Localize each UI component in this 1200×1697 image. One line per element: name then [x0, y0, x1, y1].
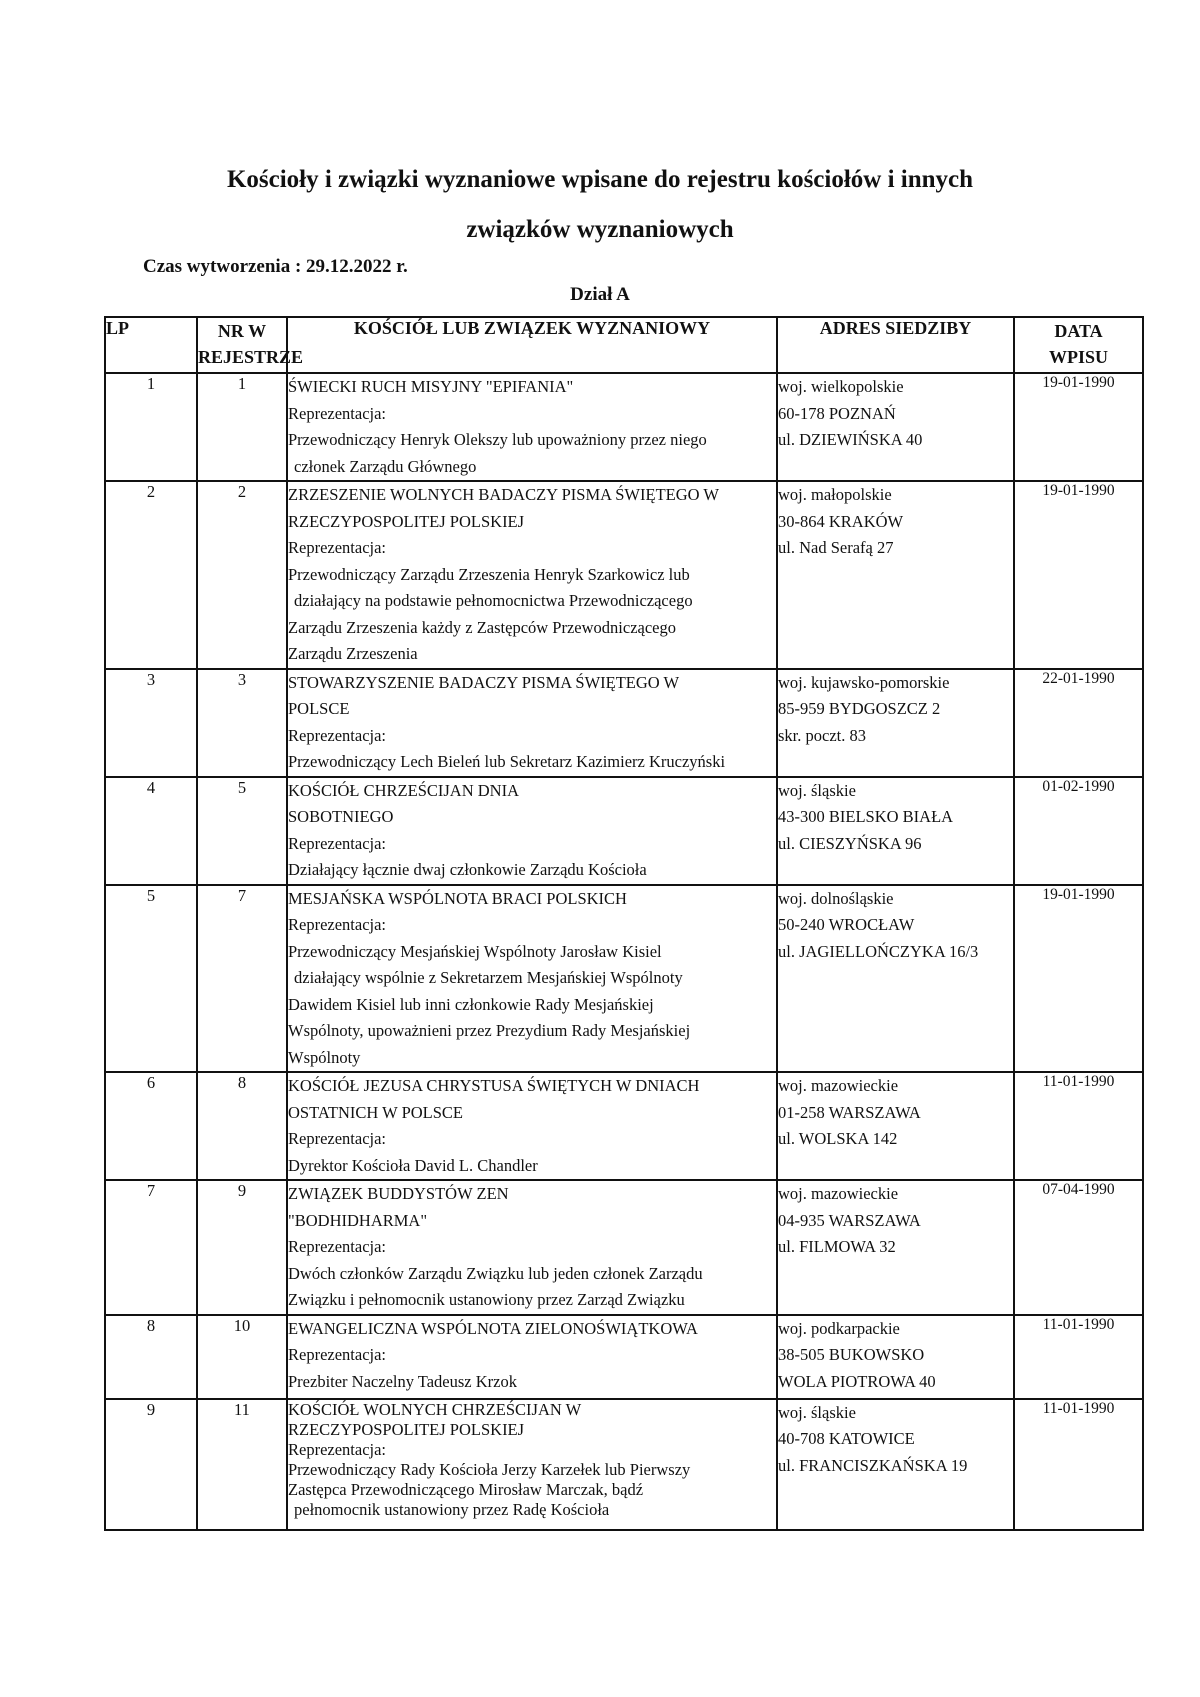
row-lp: 1: [105, 373, 197, 481]
row-lp: 2: [105, 481, 197, 669]
church-name-line: Reprezentacja:: [288, 1345, 387, 1364]
row-entry-date: 01-02-1990: [1014, 777, 1143, 885]
row-entry-date: 07-04-1990: [1014, 1180, 1143, 1315]
table-row: [105, 1315, 1143, 1399]
register-table: [104, 316, 1144, 1531]
church-name-line: KOŚCIÓŁ JEZUSA CHRYSTUSA ŚWIĘTYCH W DNIACH: [288, 1076, 700, 1095]
row-lp: 5: [105, 885, 197, 1073]
church-name-line: Przewodniczący Zarządu Zrzeszenia Henryk Szarkowicz lub: [288, 564, 690, 584]
row-lp: 7: [105, 1180, 197, 1315]
address-line: ul. CIESZYŃSKA 96: [778, 833, 922, 853]
church-name-line: Przewodniczący Lech Bieleń lub Sekretarz Kazimierz Kruczyński: [288, 752, 726, 771]
row-entry-date: 11-01-1990: [1014, 1072, 1143, 1180]
table-row: [105, 1072, 1143, 1180]
header-lp: LP: [105, 317, 197, 373]
church-name-line: Reprezentacja:: [288, 1237, 387, 1256]
table-row: [105, 1399, 1143, 1530]
row-address: [777, 777, 1014, 885]
church-name-line: Związku i pełnomocnik ustanowiony przez Zarząd Związku: [288, 1290, 685, 1309]
row-lp: 6: [105, 1072, 197, 1180]
header-register-number-line2: REJESTRZE: [198, 347, 304, 367]
row-lp: 4: [105, 777, 197, 885]
header-row: [105, 317, 1143, 373]
row-church-name: [287, 777, 777, 885]
row-address: [777, 1180, 1014, 1315]
address-line: woj. podkarpackie: [778, 1318, 900, 1338]
creation-date: Czas wytworzenia : 29.12.2022 r.: [143, 256, 408, 277]
address-line: 04-935 WARSZAWA: [778, 1210, 921, 1230]
address-line: woj. śląskie: [778, 1402, 856, 1422]
header-address: ADRES SIEDZIBY: [777, 317, 1014, 373]
address-line: woj. małopolskie: [778, 485, 892, 504]
church-name-line: Dawidem Kisiel lub inni członkowie Rady Mesjańskiej: [288, 994, 654, 1014]
church-name-line: Wspólnoty: [288, 1047, 361, 1067]
row-address: [777, 481, 1014, 669]
address-line: ul. JAGIELLOŃCZYKA 16/3: [778, 941, 979, 961]
row-entry-date: 22-01-1990: [1014, 669, 1143, 777]
row-register-number: 7: [197, 885, 287, 1073]
row-church-name: [287, 669, 777, 777]
row-lp: 3: [105, 669, 197, 777]
address-line: woj. wielkopolskie: [778, 377, 904, 396]
address-line: skr. poczt. 83: [778, 725, 866, 745]
address-line: ul. FILMOWA 32: [778, 1237, 896, 1256]
church-name-line: Prezbiter Naczelny Tadeusz Krzok: [288, 1371, 517, 1391]
church-name-line: Reprezentacja:: [288, 725, 387, 745]
church-name-line: Reprezentacja:: [288, 538, 387, 557]
header-church-name: KOŚCIÓŁ LUB ZWIĄZEK WYZNANIOWY: [287, 317, 777, 373]
row-register-number: 5: [197, 777, 287, 885]
address-line: WOLA PIOTROWA 40: [778, 1371, 936, 1391]
church-name-line: Wspólnoty, upoważnieni przez Prezydium Rady Mesjańskiej: [288, 1021, 691, 1040]
address-line: woj. kujawsko-pomorskie: [778, 672, 950, 692]
address-line: 01-258 WARSZAWA: [778, 1102, 921, 1122]
church-name-line: Przewodniczący Henryk Olekszy lub upoważniony przez niego: [288, 430, 707, 449]
church-name-line: pełnomocnik ustanowiony przez Radę Kościoła: [294, 1499, 610, 1519]
document-title: Kościoły i związki wyznaniowe wpisane do rejestru kościołów i innych: [226, 166, 974, 193]
header-entry-date: [1014, 317, 1143, 373]
row-register-number: 9: [197, 1180, 287, 1315]
table-row: [105, 669, 1143, 777]
church-name-line: członek Zarządu Głównego: [294, 456, 477, 476]
address-line: ul. WOLSKA 142: [778, 1129, 898, 1148]
church-name-line: "BODHIDHARMA": [288, 1210, 428, 1230]
church-name-line: RZECZYPOSPOLITEJ POLSKIEJ: [288, 1419, 525, 1439]
row-address: [777, 1315, 1014, 1399]
address-line: 50-240 WROCŁAW: [778, 915, 915, 934]
church-name-line: OSTATNICH W POLSCE: [288, 1102, 464, 1122]
church-name-line: MESJAŃSKA WSPÓLNOTA BRACI POLSKICH: [288, 888, 627, 908]
church-name-line: POLSCE: [288, 699, 350, 718]
table-row: [105, 373, 1143, 481]
row-address: [777, 669, 1014, 777]
table-row: [105, 481, 1143, 669]
address-line: 60-178 POZNAŃ: [778, 403, 896, 423]
church-name-line: Reprezentacja:: [288, 1129, 387, 1148]
address-line: ul. Nad Serafą 27: [778, 538, 894, 557]
church-name-line: STOWARZYSZENIE BADACZY PISMA ŚWIĘTEGO W: [288, 672, 680, 692]
church-name-line: ŚWIECKI RUCH MISYJNY "EPIFANIA": [288, 377, 574, 396]
row-church-name: [287, 481, 777, 669]
row-register-number: 11: [197, 1399, 287, 1530]
church-name-line: Działający łącznie dwaj członkowie Zarządu Kościoła: [288, 860, 647, 879]
address-line: ul. DZIEWIŃSKA 40: [778, 430, 923, 449]
church-name-line: Przewodniczący Mesjańskiej Wspólnoty Jarosław Kisiel: [288, 941, 662, 961]
church-name-line: działający wspólnie z Sekretarzem Mesjańskiej Wspólnoty: [294, 968, 683, 987]
table-row: [105, 1180, 1143, 1315]
register-rows: [105, 373, 1143, 1530]
church-name-line: Reprezentacja:: [288, 403, 387, 423]
church-name-line: Przewodniczący Rady Kościoła Jerzy Karzełek lub Pierwszy: [288, 1459, 691, 1479]
document-title-continued: związków wyznaniowych: [466, 216, 734, 243]
row-register-number: 1: [197, 373, 287, 481]
row-entry-date: 19-01-1990: [1014, 481, 1143, 669]
church-name-line: EWANGELICZNA WSPÓLNOTA ZIELONOŚWIĄTKOWA: [288, 1318, 698, 1338]
address-line: 38-505 BUKOWSKO: [778, 1345, 925, 1364]
church-name-line: Zastępca Przewodniczącego Mirosław Marczak, bądź: [288, 1479, 644, 1499]
row-register-number: 2: [197, 481, 287, 669]
row-entry-date: 19-01-1990: [1014, 885, 1143, 1073]
header-entry-date-line2: WPISU: [1048, 347, 1108, 367]
row-church-name: [287, 1180, 777, 1315]
table-row: [105, 777, 1143, 885]
row-register-number: 3: [197, 669, 287, 777]
address-line: woj. mazowieckie: [778, 1184, 899, 1203]
address-line: 85-959 BYDGOSZCZ 2: [778, 699, 941, 718]
church-name-line: Zarządu Zrzeszenia: [288, 644, 418, 663]
row-church-name: [287, 1315, 777, 1399]
header-register-number-line1: NR W: [217, 321, 267, 341]
row-lp: 8: [105, 1315, 197, 1399]
church-name-line: Reprezentacja:: [288, 833, 387, 853]
row-entry-date: 19-01-1990: [1014, 373, 1143, 481]
church-name-line: KOŚCIÓŁ WOLNYCH CHRZEŚCIJAN W: [288, 1399, 582, 1419]
church-name-line: KOŚCIÓŁ CHRZEŚCIJAN DNIA: [288, 780, 520, 800]
church-name-line: Dyrektor Kościoła David L. Chandler: [288, 1155, 538, 1175]
row-register-number: 10: [197, 1315, 287, 1399]
row-church-name: [287, 1399, 777, 1530]
church-name-line: działający na podstawie pełnomocnictwa Przewodniczącego: [294, 591, 693, 610]
church-name-line: ZWIĄZEK BUDDYSTÓW ZEN: [288, 1184, 509, 1203]
row-address: [777, 1072, 1014, 1180]
row-lp: 9: [105, 1399, 197, 1530]
header-register-number: [197, 317, 304, 373]
row-address: [777, 373, 1014, 481]
address-line: 30-864 KRAKÓW: [778, 511, 904, 531]
row-church-name: [287, 373, 777, 481]
row-register-number: 8: [197, 1072, 287, 1180]
table-row: [105, 885, 1143, 1073]
row-church-name: [287, 885, 777, 1073]
row-entry-date: 11-01-1990: [1014, 1399, 1143, 1530]
church-name-line: ZRZESZENIE WOLNYCH BADACZY PISMA ŚWIĘTEGO W: [288, 485, 719, 504]
row-entry-date: 11-01-1990: [1014, 1315, 1143, 1399]
address-line: woj. dolnośląskie: [778, 888, 894, 908]
address-line: 40-708 KATOWICE: [778, 1429, 915, 1448]
church-name-line: Zarządu Zrzeszenia każdy z Zastępców Przewodniczącego: [288, 617, 676, 637]
address-line: 43-300 BIELSKO BIAŁA: [778, 807, 954, 826]
row-address: [777, 1399, 1014, 1530]
section-heading: Dział A: [570, 284, 630, 305]
church-name-line: RZECZYPOSPOLITEJ POLSKIEJ: [288, 511, 525, 531]
church-name-line: Reprezentacja:: [288, 915, 387, 934]
row-church-name: [287, 1072, 777, 1180]
address-line: woj. mazowieckie: [778, 1076, 899, 1095]
church-name-line: Dwóch członków Zarządu Związku lub jeden członek Zarządu: [288, 1263, 703, 1283]
address-line: ul. FRANCISZKAŃSKA 19: [778, 1455, 968, 1475]
church-name-line: SOBOTNIEGO: [288, 807, 394, 826]
address-line: woj. śląskie: [778, 780, 856, 800]
row-address: [777, 885, 1014, 1073]
church-name-line: Reprezentacja:: [288, 1439, 387, 1459]
header-entry-date-line1: DATA: [1054, 321, 1103, 341]
